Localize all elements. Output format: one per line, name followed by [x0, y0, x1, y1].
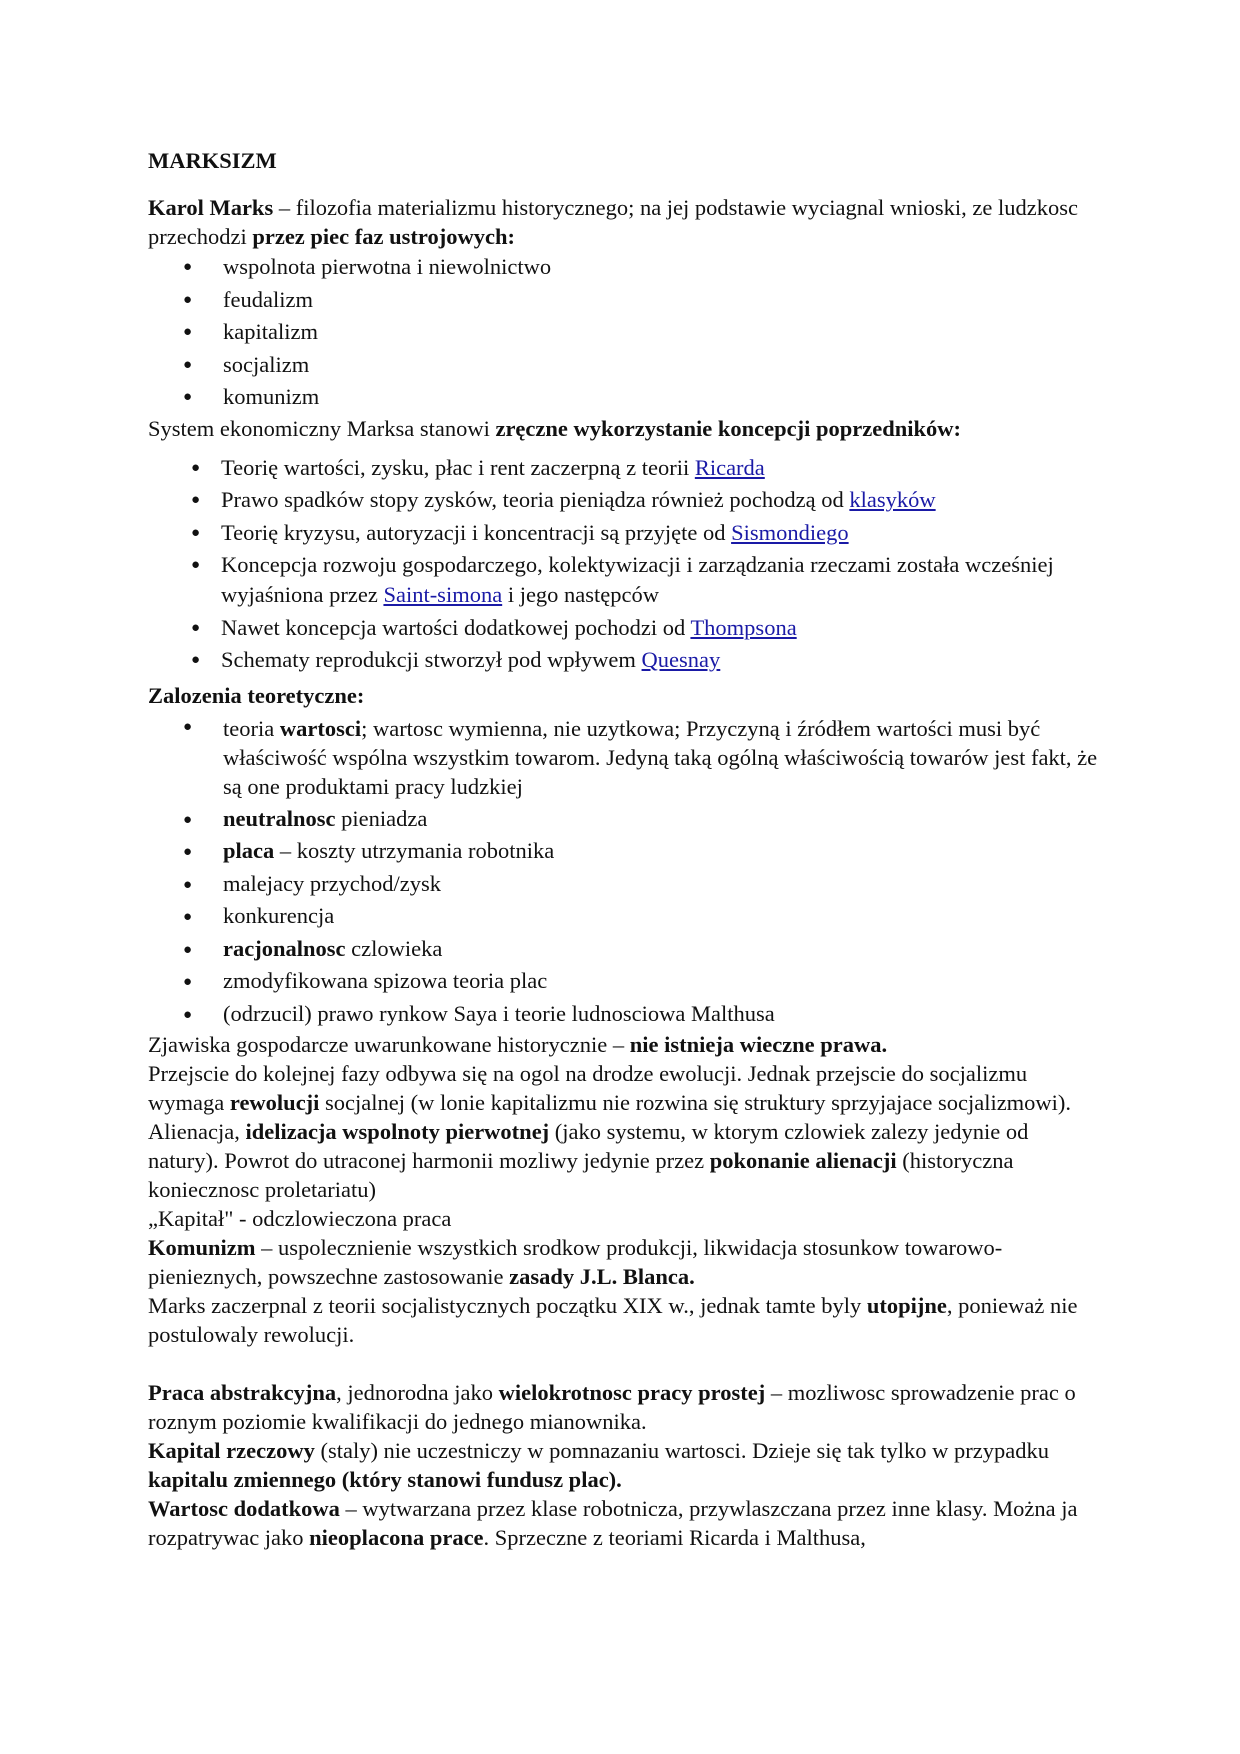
spacer	[148, 1349, 1098, 1378]
list-item: ● placa – koszty utrzymania robotnika	[148, 835, 1098, 868]
list-item: ● Nawet koncepcja wartości dodatkowej pochodzi od Thompsona	[148, 613, 1098, 643]
paragraph-surplus-value: Wartosc dodatkowa – wytwarzana przez klase robotnicza, przywlaszczana przez inne klasy. Można ja rozpatrywac jako nieoplacona prace. Sprzeczne z teoriami Ricarda i Malthusa,	[148, 1496, 1078, 1550]
paragraph-historical: Zjawiska gospodarcze uwarunkowane historycznie – nie istnieja wieczne prawa.	[148, 1032, 888, 1057]
list-item: ● Teorię wartości, zysku, płac i rent zaczerpną z teorii Ricarda	[148, 453, 1098, 483]
list-item: ● malejacy przychod/zysk	[148, 868, 1098, 901]
link-thompsona[interactable]: Thompsona	[690, 614, 797, 640]
document-body	[148, 146, 1098, 1552]
list-item: ● wspolnota pierwotna i niewolnictwo	[148, 251, 1098, 284]
paragraph-capital: Kapital rzeczowy (staly) nie uczestniczy w pomnazaniu wartosci. Dzieje się tak tylko w przypadku kapitalu zmiennego (który stanowi fundusz plac).	[148, 1438, 1049, 1492]
document-title: MARKSIZM	[148, 148, 277, 173]
assumptions-heading: Zalozenia teoretyczne:	[148, 683, 365, 708]
phases-list	[148, 251, 1098, 414]
list-item: ● feudalizm	[148, 284, 1098, 317]
list-item: ● konkurencja	[148, 900, 1098, 933]
assumptions-list	[148, 712, 1098, 1030]
list-item: ● neutralnosc pieniadza	[148, 803, 1098, 836]
paragraph-utopian: Marks zaczerpnal z teorii socjalistycznych początku XIX w., jednak tamte byly utopijne, ponieważ nie postulowaly rewolucji.	[148, 1293, 1078, 1347]
paragraph-abstract-labour: Praca abstrakcyjna, jednorodna jako wielokrotnosc pracy prostej – mozliwosc sprowadzenie prac o roznym poziomie kwalifikacji do jednego mianownika.	[148, 1380, 1076, 1434]
list-item: ● zmodyfikowana spizowa teoria plac	[148, 965, 1098, 998]
list-item: ● Schematy reprodukcji stworzył pod wpływem Quesnay	[148, 645, 1098, 675]
sources-list	[148, 453, 1098, 676]
list-item: ● komunizm	[148, 381, 1098, 414]
list-item: ● kapitalizm	[148, 316, 1098, 349]
link-sismondiego[interactable]: Sismondiego	[731, 519, 849, 545]
list-item: ● Prawo spadków stopy zysków, teoria pieniądza również pochodzą od klasyków	[148, 485, 1098, 515]
list-item: ● Teorię kryzysu, autoryzacji i koncentracji są przyjęte od Sismondiego	[148, 518, 1098, 548]
paragraph-kapital: „Kapitał" - odczlowieczona praca	[148, 1206, 452, 1231]
list-item: ● racjonalnosc czlowieka	[148, 933, 1098, 966]
paragraph-transition: Przejscie do kolejnej fazy odbywa się na ogol na drodze ewolucji. Jednak przejscie do socjalizmu wymaga rewolucji socjalnej (w lonie kapitalizmu nie rozwina się struktury sprzyjajace socjalizmowi).	[148, 1061, 1072, 1115]
list-item: ● teoria wartosci; wartosc wymienna, nie uzytkowa; Przyczyną i źródłem wartości musi być właściwość wspólna wszystkim towarom. Jedyną taką ogólną właściwością towarów jest fakt, że są one produktami pracy ludzkiej	[148, 712, 1098, 803]
paragraph-communism: Komunizm – uspolecznienie wszystkich srodkow produkcji, likwidacja stosunkow towarowo-pienieznych, powszechne zastosowanie zasady J.L. Blanca.	[148, 1235, 1003, 1289]
list-item: ● socjalizm	[148, 349, 1098, 382]
link-saint-simona[interactable]: Saint-simona	[383, 582, 503, 607]
system-paragraph: System ekonomiczny Marksa stanowi zręczne wykorzystanie koncepcji poprzedników:	[148, 415, 962, 441]
link-klasykow[interactable]: klasyków	[849, 487, 936, 512]
link-ricarda[interactable]: Ricarda	[694, 454, 765, 480]
intro-paragraph: Karol Marks – filozofia materializmu historycznego; na jej podstawie wyciagnal wnioski, ze ludzkosc przechodzi przez piec faz ustrojowych:	[148, 195, 1078, 249]
intro-name: Karol Marks	[148, 195, 274, 220]
paragraph-alienation: Alienacja, idelizacja wspolnoty pierwotnej (jako systemu, w ktorym czlowiek zalezy jedynie od natury). Powrot do utraconej harmonii mozliwy jedynie przez pokonanie alienacji (historyczna koniecznosc proletariatu)	[148, 1119, 1029, 1202]
link-quesnay[interactable]: Quesnay	[641, 647, 721, 672]
list-item: ● Koncepcja rozwoju gospodarczego, kolektywizacji i zarządzania rzeczami została wcześniej wyjaśniona przez Saint-simona i jego następców	[148, 550, 1098, 610]
list-item: ● (odrzucil) prawo rynkow Saya i teorie ludnosciowa Malthusa	[148, 998, 1098, 1031]
